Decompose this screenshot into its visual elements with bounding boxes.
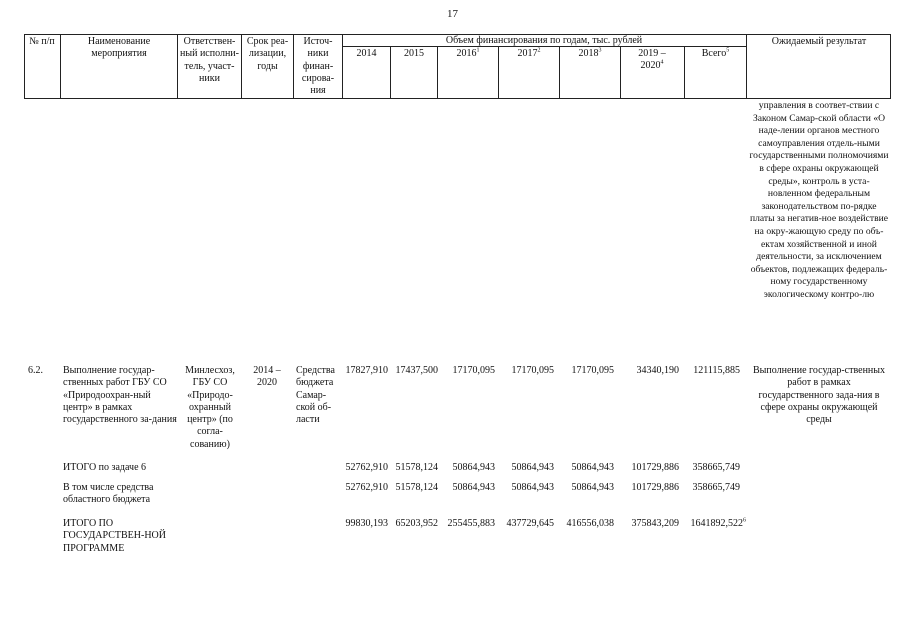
header-year-2017: 2017$^2$ (517, 47, 541, 59)
total-value-2016: 50864,943 (452, 462, 495, 473)
total-value-2017: 50864,943 (511, 462, 554, 473)
total-label: ИТОГО ПО ГОСУДАРСТВЕН-НОЙ ПРОГРАММЕ (63, 518, 166, 554)
row-value-2016: 17170,095 (452, 365, 495, 376)
row-name: Выполнение государ-ственных работ ГБУ СО «Природоохран-ный центр» в рамках государственного за-дания (63, 365, 177, 426)
row-number: 6.2. (28, 365, 43, 376)
total-value-2018: 50864,943 (571, 482, 614, 493)
header-funding: Объем финансирования по годам, тыс. рублей (445, 35, 643, 46)
header-responsible: Ответствен-ный исполни-тель, участ-ники (180, 36, 239, 84)
header-year-2016: 2016$^1$ (456, 47, 480, 59)
row-value-2019-2020: 34340,190 (636, 365, 679, 376)
header-name: Наименование мероприятия (87, 36, 151, 60)
continued-result-text: управления в соответ-ствии с Законом Самар-ской области «О наде-лении органов местного самоуправления отдель-ными государственными полномочиями в сфере охраны окружающей среды», контроль в уста-новленном федеральным законодательством по-рядке платы за негатив-ное воздействие на окру-жающую среду по объ-ектам хозяйственной и иной деятельности, за исключением объектов, подлежащих федераль-ному государственному экологическому контро-лю (749, 100, 889, 300)
header-year-2014: 2014 (356, 48, 377, 59)
total-value-2014: 99830,193 (345, 518, 388, 529)
total-value-2019-2020: 101729,886 (631, 482, 679, 493)
header-num: № п/п (29, 36, 55, 47)
total-value-2019-2020: 375843,209 (631, 518, 679, 529)
header-year-2019-2020: 2019 – 2020$^4$ (638, 48, 666, 72)
header-year-2015: 2015 (404, 48, 424, 59)
row-value-2015: 17437,500 (395, 365, 438, 376)
total-value-total: 1641892,522$^6$ (690, 517, 746, 529)
total-value-2017: 50864,943 (511, 482, 554, 493)
header-result: Ожидаемый результат (771, 36, 867, 47)
total-label: ИТОГО по задаче 6 (63, 462, 147, 473)
header-term: Срок реа-лизации, годы (246, 36, 289, 72)
total-value-2014: 52762,910 (345, 462, 388, 473)
row-responsible: Минлесхоз, ГБУ СО «Природо-охранный центр» (по согла-сованию) (185, 365, 235, 450)
page-number: 17 (447, 8, 458, 20)
footnote-mark: 6 (743, 517, 746, 524)
total-value-2015: 51578,124 (395, 462, 438, 473)
total-value-2018: 416556,038 (566, 518, 614, 529)
row-term: 2014 – 2020 (253, 365, 281, 389)
total-value-total: 358665,749 (692, 482, 740, 493)
total-value-total: 358665,749 (692, 462, 740, 473)
total-label: В том числе средства областного бюджета (63, 482, 154, 506)
header-total: Всего$^5$ (701, 47, 730, 59)
row-value-2017: 17170,095 (511, 365, 554, 376)
total-value-2015: 65203,952 (395, 518, 438, 529)
row-result: Выполнение государ-ственных работ в рамках государственного зада-ния в сфере охраны окружающей среды (753, 365, 885, 426)
total-value-2014: 52762,910 (345, 482, 388, 493)
total-value-2019-2020: 101729,886 (631, 462, 679, 473)
row-source: Средства бюджета Самар-ской об-ласти (296, 365, 335, 426)
header-source: Источ-ники финан-сирова-ния (301, 36, 335, 97)
row-value-2018: 17170,095 (571, 365, 614, 376)
total-value-2015: 51578,124 (395, 482, 438, 493)
total-value-2016: 255455,883 (447, 518, 495, 529)
total-value-2016: 50864,943 (452, 482, 495, 493)
header-year-2018: 2018$^3$ (578, 47, 602, 59)
row-value-total: 121115,885 (693, 365, 740, 376)
total-value-2018: 50864,943 (571, 462, 614, 473)
row-value-2014: 17827,910 (345, 365, 388, 376)
total-value-2017: 437729,645 (506, 518, 554, 529)
